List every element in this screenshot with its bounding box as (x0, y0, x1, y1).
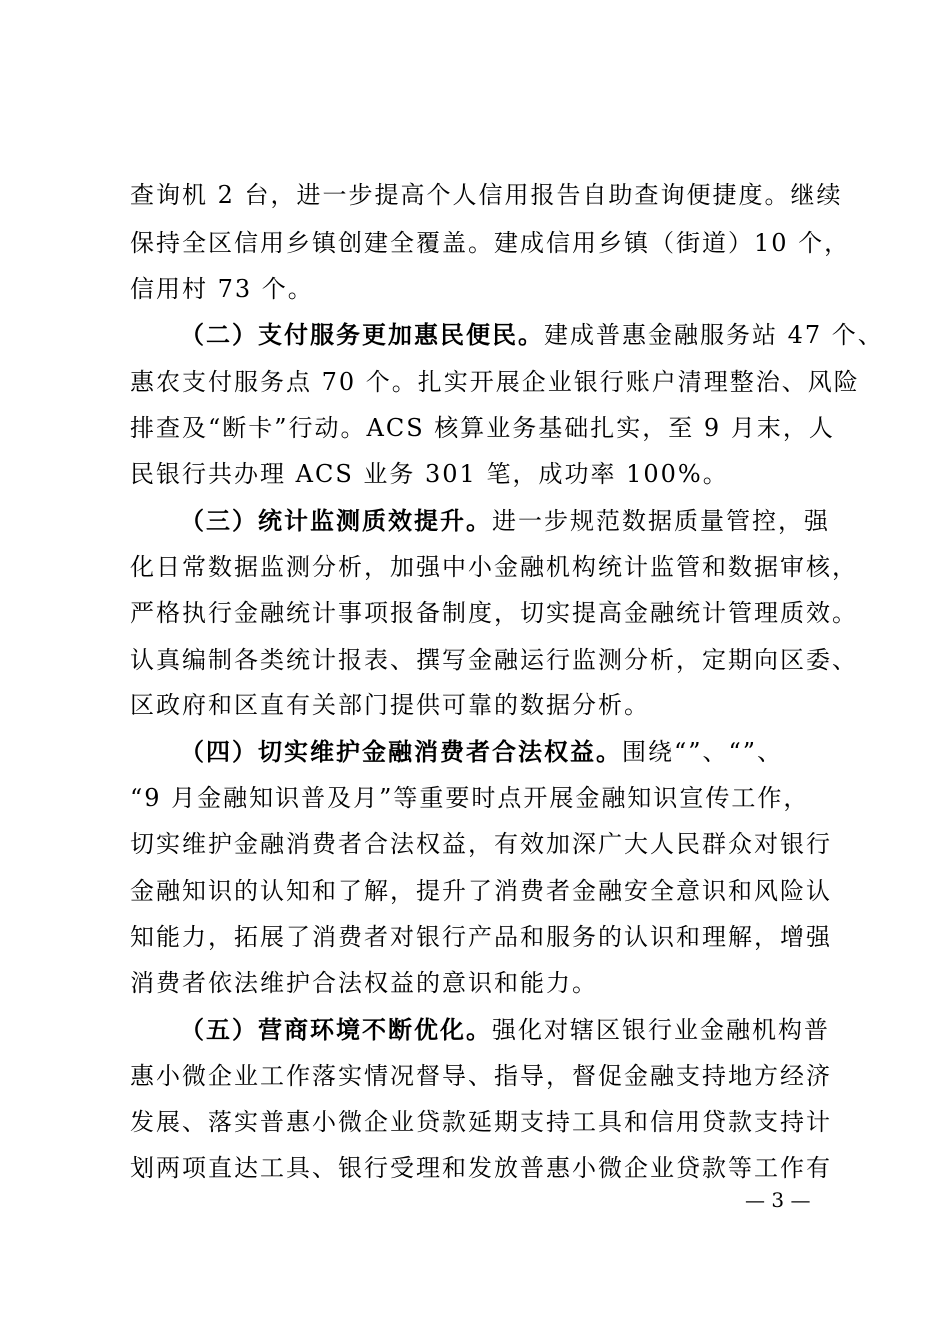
paragraph-4-line-6: 消费者依法维护合法权益的意识和能力。 (130, 969, 598, 997)
paragraph-3-line-3: 严格执行金融统计事项报备制度，切实提高金融统计管理质效。 (130, 599, 858, 627)
section-heading-3: （三）统计监测质效提升。 (180, 506, 492, 535)
page-number: — 3 — (745, 1188, 811, 1212)
paragraph-3-line-1-text: 进一步规范数据质量管控，强 (492, 507, 830, 535)
paragraph-4-line-3: 切实维护金融消费者合法权益，有效加深广大人民群众对银行 (130, 830, 832, 858)
paragraph-4-line-4: 金融知识的认知和了解，提升了消费者金融安全意识和风险认 (130, 877, 832, 905)
section-heading-2: （二）支付服务更加惠民便民。 (180, 320, 544, 349)
section-heading-5: （五）营商环境不断优化。 (180, 1015, 492, 1044)
paragraph-2-line-2: 惠农支付服务点 70 个。扎实开展企业银行账户清理整治、风险 (130, 368, 860, 396)
paragraph-1-line-3: 信用村 73 个。 (130, 275, 314, 303)
paragraph-3-line-4: 认真编制各类统计报表、撰写金融运行监测分析，定期向区委、 (130, 646, 858, 674)
paragraph-2-line-4: 民银行共办理 ACS 业务 301 笔，成功率 100%。 (130, 460, 729, 488)
paragraph-4-line-1-text: 围绕“”、“”、 (622, 738, 784, 766)
paragraph-5-line-3: 发展、落实普惠小微企业贷款延期支持工具和信用贷款支持计 (130, 1108, 832, 1136)
paragraph-2-line-1 (180, 320, 884, 350)
paragraph-3-line-5: 区政府和区直有关部门提供可靠的数据分析。 (130, 691, 650, 719)
paragraph-4-line-5: 知能力，拓展了消费者对银行产品和服务的认识和理解，增强 (130, 923, 832, 951)
paragraph-5-line-1-text: 强化对辖区银行业金融机构普 (492, 1016, 830, 1044)
paragraph-4-line-2: “9 月金融知识普及月”等重要时点开展金融知识宣传工作， (130, 784, 810, 812)
paragraph-5-line-4: 划两项直达工具、银行受理和发放普惠小微企业贷款等工作有 (130, 1154, 832, 1182)
paragraph-1-line-1: 查询机 2 台，进一步提高个人信用报告自助查询便捷度。继续 (130, 181, 843, 209)
section-heading-4: （四）切实维护金融消费者合法权益。 (180, 737, 622, 766)
paragraph-5-line-2: 惠小微企业工作落实情况督导、指导，督促金融支持地方经济 (130, 1062, 832, 1090)
paragraph-3-line-1 (180, 506, 880, 536)
paragraph-1-line-2: 保持全区信用乡镇创建全覆盖。建成信用乡镇（街道）10 个， (130, 229, 851, 257)
paragraph-4-line-1 (180, 737, 880, 767)
paragraph-2-line-3: 排查及“断卡”行动。ACS 核算业务基础扎实，至 9 月末，人 (130, 414, 835, 442)
paragraph-3-line-2: 化日常数据监测分析，加强中小金融机构统计监管和数据审核， (130, 553, 858, 581)
paragraph-5-line-1 (180, 1015, 880, 1045)
paragraph-2-line-1-text: 建成普惠金融服务站 47 个、 (544, 321, 884, 349)
